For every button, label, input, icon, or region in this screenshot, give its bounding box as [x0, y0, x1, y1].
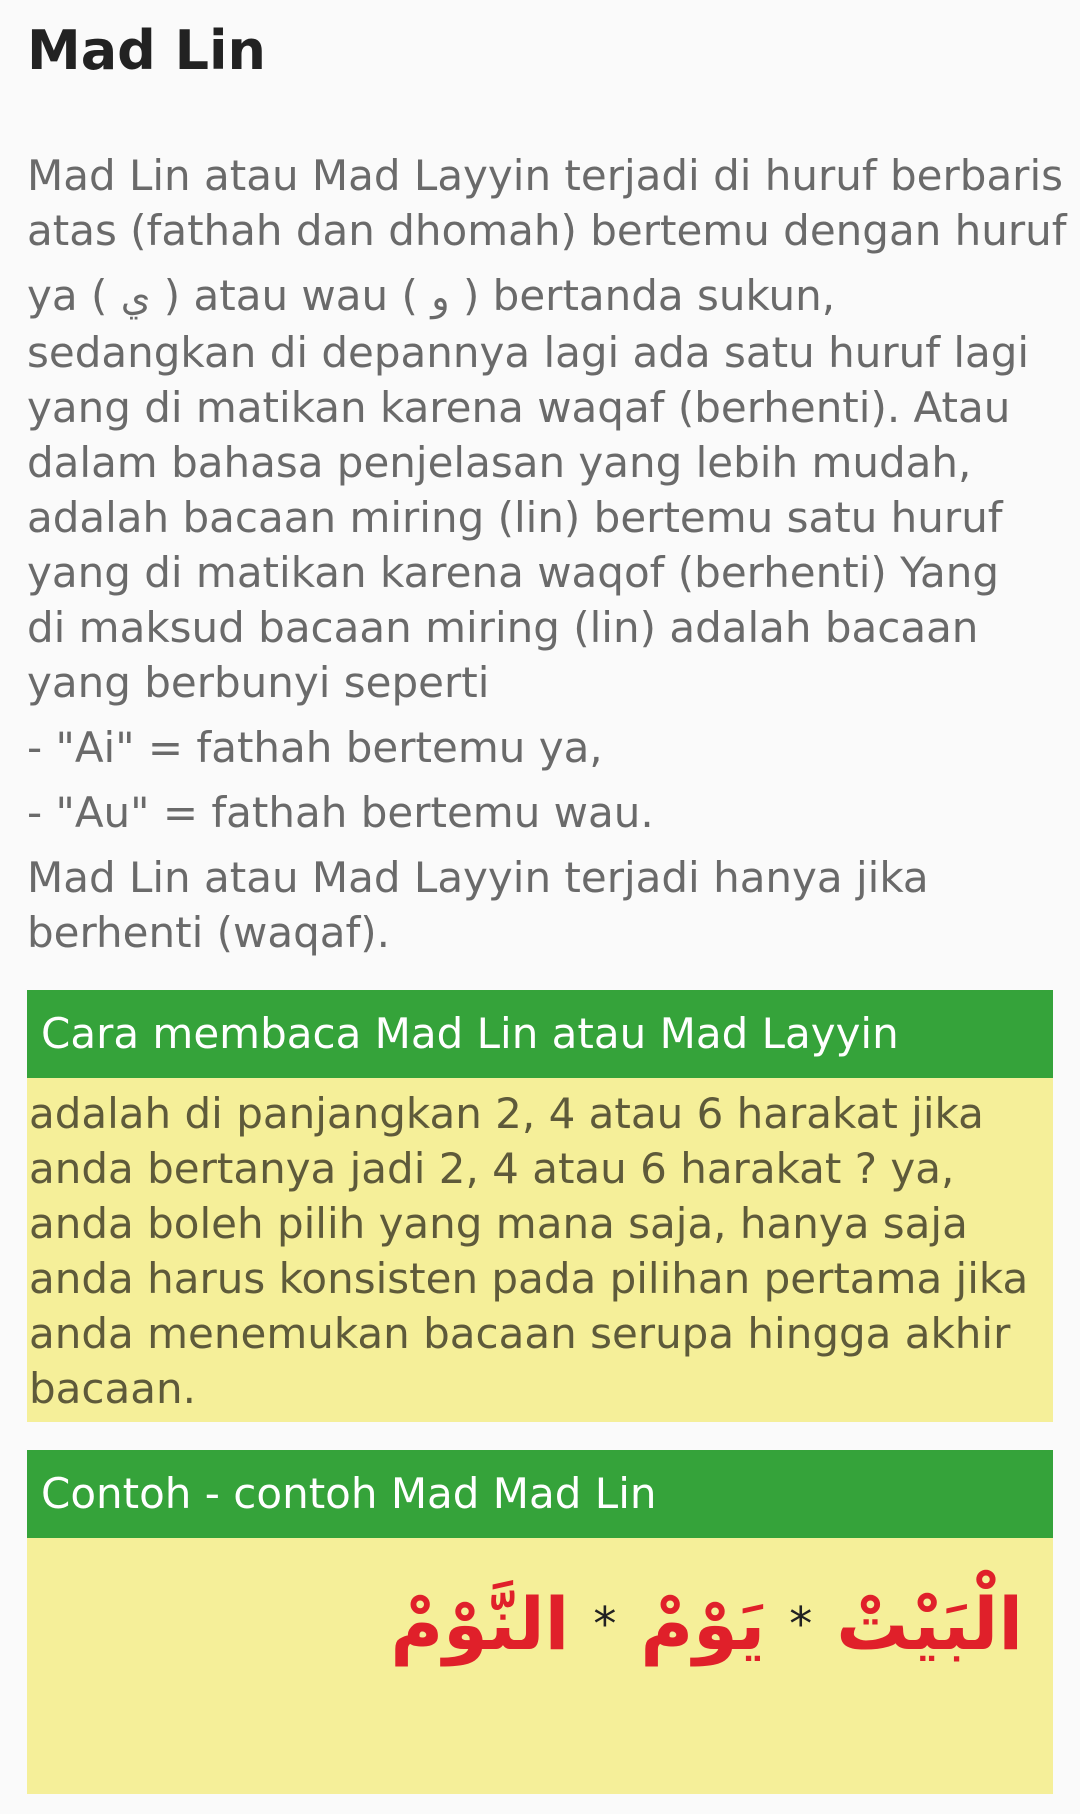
paragraph-line: Mad Lin atau Mad Layyin terjadi hanya jika: [27, 853, 929, 902]
page-title: Mad Lin: [27, 19, 266, 82]
section-header-examples: Contoh - contoh Mad Mad Lin: [27, 1450, 1053, 1538]
section-line: anda boleh pilih yang mana saja, hanya saja: [29, 1199, 968, 1248]
wau-prefix: ) atau wau (: [150, 271, 432, 320]
paragraph-line: yang berbunyi seperti: [27, 658, 490, 707]
paragraph-line-ya-wau: [27, 268, 1053, 325]
paragraph-line: yang di matikan karena waqaf (berhenti). Atau: [27, 383, 1011, 432]
paragraph-line: yang di matikan karena waqof (berhenti) Yang: [27, 548, 1000, 597]
example-separator: *: [789, 1597, 813, 1651]
ya-letter: ي: [120, 275, 151, 319]
section-line: anda menemukan bacaan serupa hingga akhir: [29, 1309, 1011, 1358]
list-item-au: - "Au" = fathah bertemu wau.: [27, 788, 654, 837]
section-line: anda bertanya jadi 2, 4 atau 6 harakat ? ya,: [29, 1144, 955, 1193]
example-row: [177, 1564, 1037, 1684]
ya-prefix: ya (: [27, 271, 121, 320]
paragraph-line: adalah bacaan miring (lin) bertemu satu huruf: [27, 493, 1003, 542]
paragraph-line: dalam bahasa penjelasan yang lebih mudah,: [27, 438, 972, 487]
intro-paragraph: [27, 148, 1067, 960]
paragraph-line: berhenti (waqaf).: [27, 908, 390, 957]
wau-letter: و: [431, 275, 450, 319]
section-examples: [27, 1450, 1053, 1794]
paragraph-line: sedangkan di depannya lagi ada satu huruf lagi: [27, 328, 1030, 377]
paragraph-line: di maksud bacaan miring (lin) adalah bacaan: [27, 603, 979, 652]
list-item-ai: - "Ai" = fathah bertemu ya,: [27, 723, 603, 772]
examples-panel: [27, 1538, 1053, 1794]
ya-wau-suffix: ) bertanda sukun,: [449, 271, 836, 320]
section-body-how-to-read: [27, 1078, 1053, 1422]
article: [27, 0, 1067, 1794]
example-word-yawm: يَوْمْ: [640, 1582, 766, 1666]
section-header-how-to-read: Cara membaca Mad Lin atau Mad Layyin: [27, 990, 1053, 1078]
example-word-an-nawm: النَّوْمْ: [390, 1582, 570, 1666]
section-line: adalah di panjangkan 2, 4 atau 6 harakat jika: [29, 1089, 984, 1138]
section-how-to-read: [27, 990, 1053, 1422]
paragraph-line: Mad Lin atau Mad Layyin terjadi di huruf berbaris: [27, 151, 1063, 200]
section-line: anda harus konsisten pada pilihan pertama jika: [29, 1254, 1029, 1303]
example-separator: *: [593, 1597, 617, 1651]
paragraph-line: atas (fathah dan dhomah) bertemu dengan huruf: [27, 206, 1067, 255]
example-word-al-bayt: الْبَيْتْ: [836, 1582, 1023, 1666]
section-line: bacaan.: [29, 1364, 196, 1413]
